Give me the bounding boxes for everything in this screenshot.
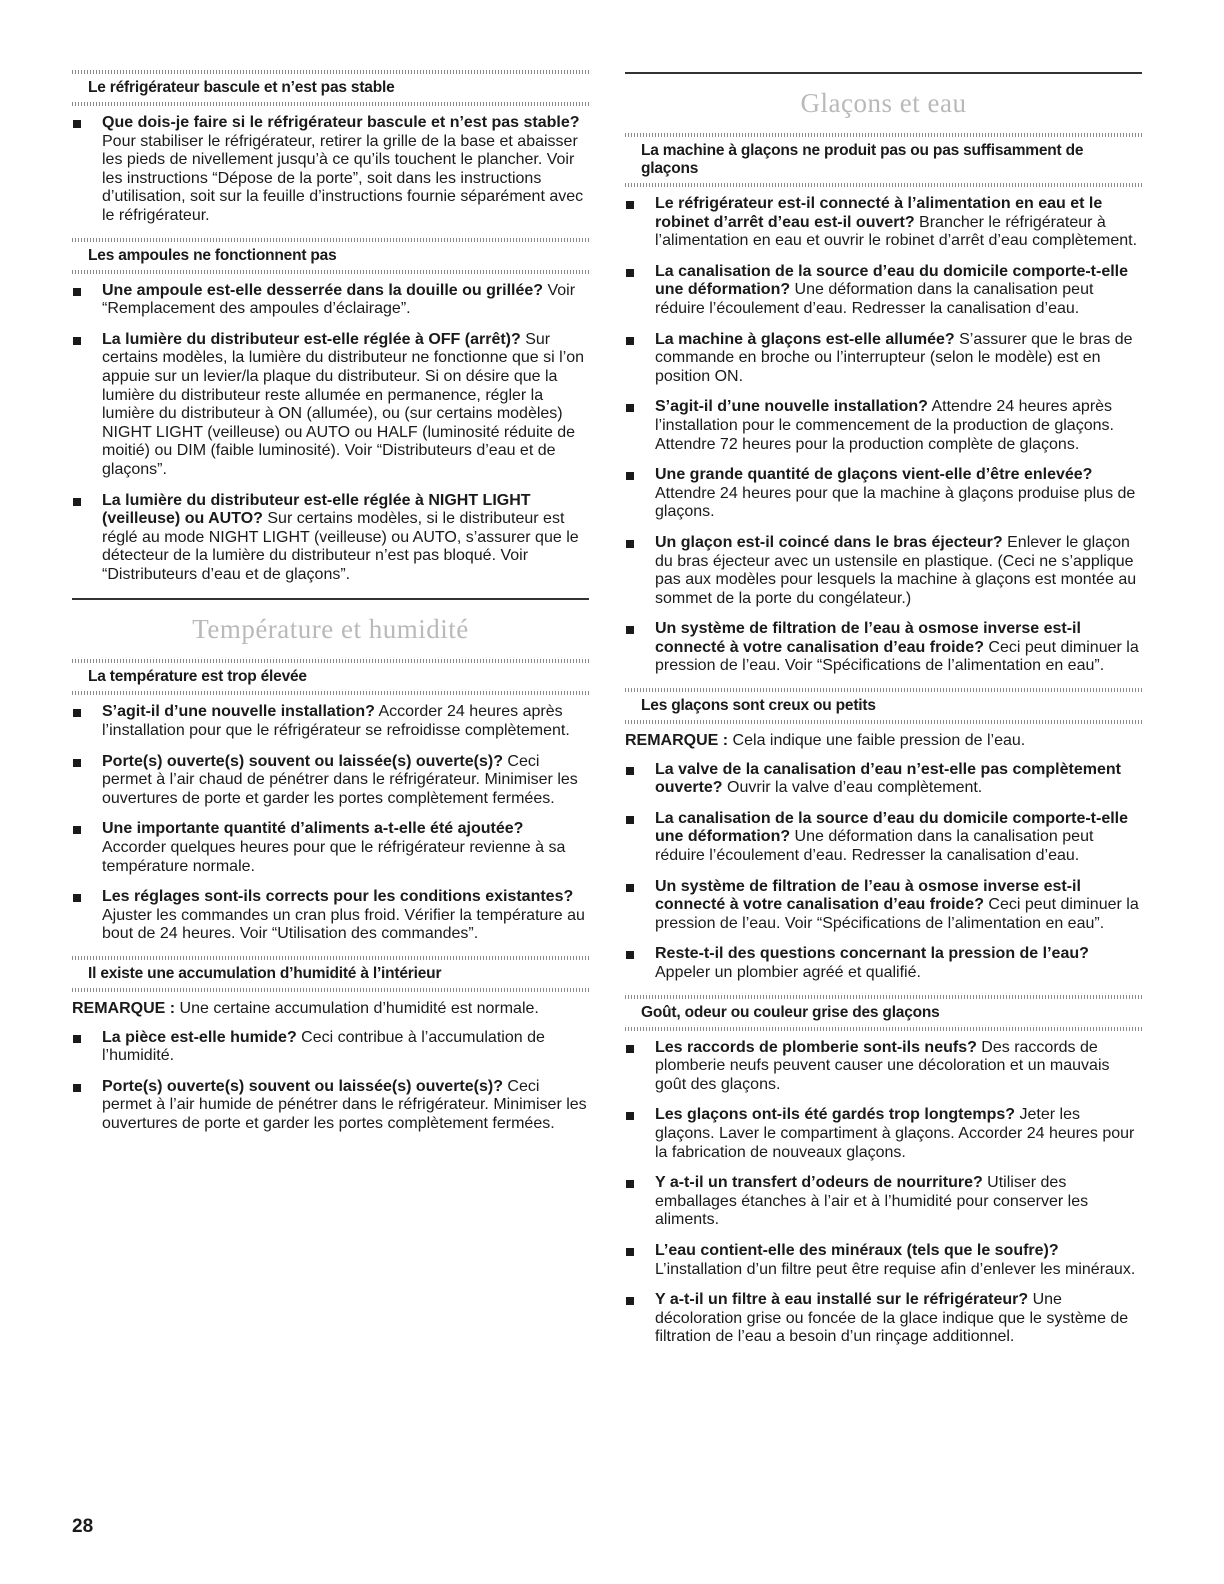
list-item — [625, 810, 1142, 866]
note — [72, 1000, 589, 1019]
list-item — [72, 1078, 589, 1134]
note-text: Une certaine accumulation d’humidité est normale. — [175, 1000, 539, 1017]
note-label: REMARQUE : — [625, 732, 729, 750]
question-text: Une grande quantité de glaçons vient-elle d’être enlevée? — [655, 466, 1093, 484]
subsection-heading-text: La machine à glaçons ne produit pas ou pas suffisamment de glaçons — [641, 142, 1084, 177]
subsection-heading-temperature — [72, 659, 589, 695]
list-item — [625, 263, 1142, 319]
question-text: La canalisation de la source d’eau du domicile comporte-t-elle une déformation? — [655, 809, 1129, 846]
answer-text: Attendre 24 heures après l’installation pour le commencement de la production de glaçons. Attendre 72 heures pour la production complète de glaçons. — [655, 398, 1114, 453]
question-text: Un glaçon est-il coincé dans le bras éjecteur? — [655, 533, 1003, 551]
subsection-heading-taste-odor — [625, 995, 1142, 1031]
right-column — [625, 70, 1142, 1359]
list-item — [625, 1242, 1142, 1279]
question-text: La canalisation de la source d’eau du domicile comporte-t-elle une déformation? — [655, 262, 1129, 299]
answer-text: Accorder 24 heures après l’installation pour que le réfrigérateur se refroidisse complètement. — [102, 703, 570, 740]
list-item — [72, 331, 589, 480]
list-item — [625, 466, 1142, 522]
question-text: Une ampoule est-elle desserrée dans la douille ou grillée? — [102, 281, 544, 299]
troubleshooting-list — [72, 114, 589, 226]
question-text: Y a-t-il un transfert d’odeurs de nourriture? — [655, 1174, 983, 1192]
subsection-heading-text: Les glaçons sont creux ou petits — [641, 697, 876, 715]
answer-text: Jeter les glaçons. Laver le compartiment à glaçons. Accorder 24 heures pour la fabrication de nouveaux glaçons. — [655, 1106, 1135, 1161]
list-item — [625, 195, 1142, 251]
list-item — [72, 820, 589, 876]
answer-text: Ajuster les commandes un cran plus froid. Vérifier la température au bout de 24 heures. Voir “Utilisation des commandes”. — [102, 906, 585, 943]
list-item — [72, 114, 589, 226]
question-text: La pièce est-elle humide? — [102, 1028, 297, 1046]
troubleshooting-list — [72, 282, 589, 585]
subsection-heading-text: Le réfrigérateur bascule et n’est pas stable — [88, 79, 395, 96]
subsection-heading-text: Les ampoules ne fonctionnent pas — [88, 246, 337, 264]
subsection-heading-bulbs — [72, 238, 589, 274]
question-text: Le réfrigérateur est-il connecté à l’alimentation en eau et le robinet d’arrêt d’eau est-il ouvert? — [655, 195, 1103, 231]
page-number: 28 — [72, 1516, 94, 1537]
answer-text: Attendre 24 heures pour que la machine à glaçons produise plus de glaçons. — [655, 484, 1136, 521]
note-label: REMARQUE : — [72, 1000, 176, 1017]
answer-text: Sur certains modèles, la lumière du distributeur ne fonctionne que si l’on appuie sur un levier/la plaque du distributeur. Si on désire que la lumière du distributeur reste allumée en permanence, régler la lumière du distributeur à ON (allumée), ou (sur certains modèles) NIGHT LIGHT (veilleuse) ou AUTO ou HALF (luminosité réduite de moitié) ou DIM (faible luminosité). Voir “Distributeurs d’eau et de glaçons”. — [102, 330, 585, 478]
answer-text: Pour stabiliser le réfrigérateur, retirer la grille de la base et abaisser les pieds de nivellement jusqu’à ce qu’ils touchent le plancher. Voir les instructions “Dépose de la porte”, soit dans les instructions d’utilisation, soit sur la feuille d’instructions fournie séparément avec le réfrigérateur. — [102, 132, 584, 224]
question-text: Les raccords de plomberie sont-ils neufs? — [655, 1038, 977, 1056]
troubleshooting-list — [625, 1039, 1142, 1347]
question-text: Porte(s) ouverte(s) souvent ou laissée(s) ouverte(s)? — [102, 752, 503, 770]
note — [625, 732, 1142, 751]
answer-text: Brancher le réfrigérateur à l’alimentation en eau et ouvrir le robinet d’arrêt d’eau complètement. — [655, 213, 1138, 250]
list-item — [625, 1106, 1142, 1162]
subsection-heading-text: Goût, odeur ou couleur grise des glaçons — [641, 1003, 940, 1021]
question-text: La lumière du distributeur est-elle réglée à OFF (arrêt)? — [102, 330, 521, 348]
section-divider — [625, 72, 1142, 74]
list-item — [625, 1174, 1142, 1230]
answer-text: Enlever le glaçon du bras éjecteur avec un ustensile en plastique. (Ceci ne s’applique pas aux modèles pour lesquels la machine à glaçons est montée au sommet de la porte du congélateur.) — [655, 533, 1137, 607]
subsection-heading-text: La température est trop élevée — [88, 668, 307, 686]
answer-text: Utiliser des emballages étanches à l’air et à l’humidité pour conserver les aliments. — [655, 1174, 1089, 1229]
list-item — [625, 1291, 1142, 1347]
answer-text: Ceci peut diminuer la pression de l’eau. Voir “Spécifications de l’alimentation en eau”. — [655, 896, 1139, 932]
list-item — [625, 620, 1142, 676]
troubleshooting-list — [625, 195, 1142, 676]
list-item — [625, 761, 1142, 798]
subsection-heading-humidity — [72, 956, 589, 992]
question-text: Un système de filtration de l’eau à osmose inverse est-il connecté à votre canalisation d’eau froide? — [655, 877, 1081, 914]
question-text: Y a-t-il un filtre à eau installé sur le réfrigérateur? — [655, 1291, 1029, 1309]
list-item — [72, 492, 589, 585]
answer-text: Voir “Remplacement des ampoules d’éclairage”. — [102, 281, 576, 318]
list-item — [72, 282, 589, 319]
answer-text: Une déformation dans la canalisation peut réduire l’écoulement d’eau. Redresser la canalisation d’eau. — [655, 281, 1094, 317]
question-text: Reste-t-il des questions concernant la pression de l’eau? — [655, 945, 1089, 963]
list-item — [625, 331, 1142, 387]
question-text: Porte(s) ouverte(s) souvent ou laissée(s) ouverte(s)? — [102, 1077, 503, 1095]
answer-text: Ceci contribue à l’accumulation de l’humidité. — [102, 1028, 545, 1065]
question-text: Une importante quantité d’aliments a-t-elle été ajoutée? — [102, 820, 524, 838]
section-title: Température et humidité — [192, 614, 469, 645]
question-text: S’agit-il d’une nouvelle installation? — [655, 398, 928, 416]
list-item — [72, 1029, 589, 1066]
subsection-heading-hollow-cubes — [625, 688, 1142, 724]
question-text: La lumière du distributeur est-elle réglée à NIGHT LIGHT (veilleuse) ou AUTO? — [102, 491, 531, 528]
list-item — [625, 398, 1142, 454]
list-item — [72, 888, 589, 944]
answer-text: Des raccords de plomberie neufs peuvent causer une décoloration et un mauvais goût des glaçons. — [655, 1038, 1110, 1093]
list-item — [72, 703, 589, 740]
question-text: Les glaçons ont-ils été gardés trop longtemps? — [655, 1106, 1016, 1124]
answer-text: S’assurer que le bras de commande en broche ou l’interrupteur (selon le modèle) est en position ON. — [655, 330, 1133, 385]
question-text: S’agit-il d’une nouvelle installation? — [102, 703, 375, 721]
answer-text: Ceci permet à l’air chaud de pénétrer dans le réfrigérateur. Minimiser les ouvertures de porte et garder les portes complètement fermées. — [102, 752, 578, 807]
question-text: La machine à glaçons est-elle allumée? — [655, 330, 955, 348]
list-item — [625, 878, 1142, 934]
answer-text: L’installation d’un filtre peut être requise afin d’enlever les minéraux. — [655, 1260, 1136, 1278]
answer-text: Appeler un plombier agréé et qualifié. — [655, 964, 921, 981]
answer-text: Une décoloration grise ou foncée de la glace indique que le système de filtration de l’eau a besoin d’un rinçage additionnel. — [655, 1291, 1129, 1346]
list-item — [625, 534, 1142, 608]
answer-text: Ceci peut diminuer la pression de l’eau. Voir “Spécifications de l’alimentation en eau”. — [655, 638, 1139, 675]
troubleshooting-list — [72, 1029, 589, 1134]
troubleshooting-list — [72, 703, 589, 944]
question-text: Les réglages sont-ils corrects pour les conditions existantes? — [102, 888, 574, 906]
subsection-heading-icemaker — [625, 133, 1142, 187]
list-item — [625, 945, 1142, 982]
question-text: Que dois-je faire si le réfrigérateur bascule et n’est pas stable? — [102, 114, 580, 131]
answer-text: Sur certains modèles, si le distributeur est réglé au mode NIGHT LIGHT (veilleuse) ou AUTO, s’assurer que le détecteur de la lumière du distributeur n’est pas bloqué. Voir “Distributeurs d’eau et de glaçons”. — [102, 510, 579, 583]
section-title: Glaçons et eau — [800, 88, 967, 118]
section-divider — [72, 598, 589, 600]
answer-text: Une déformation dans la canalisation peut réduire l’écoulement d’eau. Redresser la canalisation d’eau. — [655, 828, 1094, 865]
list-item — [72, 753, 589, 809]
question-text: L’eau contient-elle des minéraux (tels que le soufre)? — [655, 1241, 1059, 1259]
answer-text: Ceci permet à l’air humide de pénétrer dans le réfrigérateur. Minimiser les ouvertures de porte et garder les portes complètement fermées. — [102, 1077, 587, 1132]
answer-text: Accorder quelques heures pour que le réfrigérateur revienne à sa température normale. — [102, 839, 566, 875]
question-text: La valve de la canalisation d’eau n’est-elle pas complètement ouverte? — [655, 760, 1121, 797]
answer-text: Ouvrir la valve d’eau complètement. — [722, 779, 983, 797]
subsection-heading-tilting — [72, 70, 589, 106]
question-text: Un système de filtration de l’eau à osmose inverse est-il connecté à votre canalisation d’eau froide? — [655, 620, 1081, 656]
subsection-heading-text: Il existe une accumulation d’humidité à l’intérieur — [88, 965, 442, 982]
left-column — [72, 70, 589, 1146]
list-item — [625, 1039, 1142, 1095]
note-text: Cela indique une faible pression de l’eau. — [728, 732, 1026, 750]
troubleshooting-list — [625, 761, 1142, 983]
